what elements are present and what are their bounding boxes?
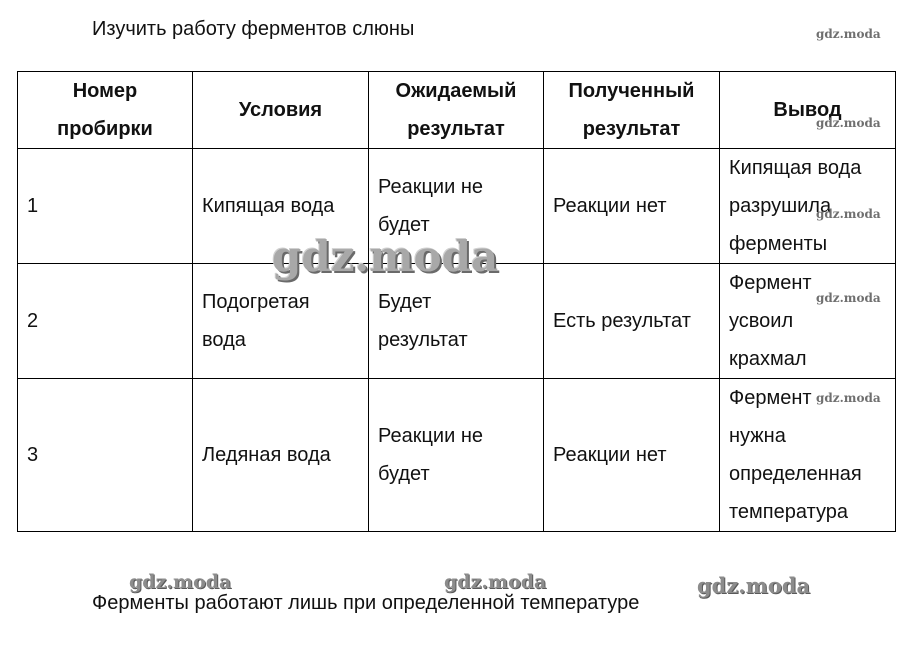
cell-conclusion: Кипящая вода разрушила ферменты <box>720 149 896 264</box>
watermark: gdz.moda <box>816 207 881 221</box>
experiment-table <box>17 71 896 532</box>
table-header-row <box>18 72 896 149</box>
watermark: gdz.moda <box>816 27 881 41</box>
final-conclusion: Ферменты работают лишь при определенной температуре <box>92 592 640 614</box>
cell-expected-result: Реакции не будет <box>369 379 544 532</box>
header-expected-result: Ожидаемый результат <box>369 72 544 149</box>
watermark: gdz.moda <box>444 571 547 593</box>
cell-obtained-result: Есть результат <box>544 264 720 379</box>
cell-conditions: Подогретая вода <box>193 264 369 379</box>
header-conclusion: Вывод <box>720 72 896 149</box>
table-row <box>18 379 896 532</box>
cell-conditions: Кипящая вода <box>193 149 369 264</box>
header-conditions: Условия <box>193 72 369 149</box>
cell-conditions: Ледяная вода <box>193 379 369 532</box>
watermark-large: gdz.moda <box>272 232 499 281</box>
cell-tube-number: 1 <box>18 149 193 264</box>
cell-conclusion: Фермент нужна определенная температура <box>720 379 896 532</box>
watermark: gdz.moda <box>816 116 881 130</box>
watermark: gdz.moda <box>697 573 811 598</box>
watermark: gdz.moda <box>129 571 232 593</box>
cell-obtained-result: Реакции нет <box>544 149 720 264</box>
header-tube-number: Номер пробирки <box>18 72 193 149</box>
watermark: gdz.moda <box>816 291 881 305</box>
cell-obtained-result: Реакции нет <box>544 379 720 532</box>
cell-conclusion: Фермент усвоил крахмал <box>720 264 896 379</box>
cell-expected-result: Будет результат <box>369 264 544 379</box>
cell-expected-result: Реакции не будет <box>369 149 544 264</box>
cell-tube-number: 3 <box>18 379 193 532</box>
page-heading: Изучить работу ферментов слюны <box>92 18 415 40</box>
header-obtained-result: Полученный результат <box>544 72 720 149</box>
watermark: gdz.moda <box>816 391 881 405</box>
cell-tube-number: 2 <box>18 264 193 379</box>
